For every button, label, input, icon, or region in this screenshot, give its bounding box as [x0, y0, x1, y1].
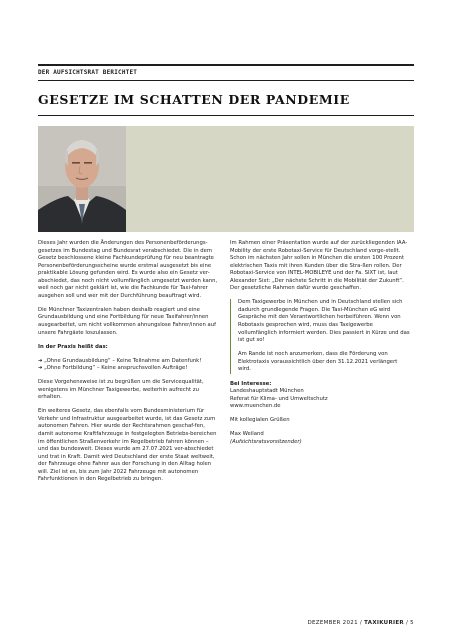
highlight-paragraph-1: Dem Taxigewerbe in München und in Deutschland stellen sich dadurch grundlegende Fragen. Die Taxi-München eG wird Gespräche mit den Verantwortlichen herbeiführen. Wenn von Robotaxis gesprochen wird, muss das Taxigewerbe vollumfänglich informiert werden. Dies passiert in Kürze und das ist gut so! [238, 299, 410, 344]
left-paragraph-5: Ein weiteres Gesetz, das ebenfalls vom Bundesministerium für Verkehr und Infrastruktur ausgearbeitet wurde, ist das Gesetz zum autonomen Fahren. Hier wurde der Rechtsrahmen geschaf-fen, damit autonome Kraftfahrzeuge in festgelegten Betriebs-bereichen im öffentlichen Straßenverkehr im Regelbetrieb fahren können – und das bundesweit. Dieses wurde am 27.07.2021 ver-abschiedet und trat in Kraft. Damit wird Deutschland der erste Staat weltweit, der Fahrzeuge ohne Fahrer aus der Forschung in den Alltag holen will. Ziel ist es, bis zum Jahr 2022 Fahrzeuge mit autonomen Fahrfunktionen in den Regelbetrieb zu bringen. [38, 408, 217, 483]
page-footer [307, 620, 414, 626]
greeting: Mit kollegialen Grüßen [230, 417, 290, 424]
left-paragraph-4: Diese Vorgehensweise ist zu begrüßen um die Servicequalität, wenigstens im Münchner Taxigewerbe, weiterhin aufrecht zu erhalten. [38, 379, 204, 401]
kicker-rule [38, 80, 414, 81]
interest-line-2: Referat für Klima- und Umweltschutz [230, 395, 328, 402]
headline-rule [38, 115, 414, 116]
interest-website: www.muenchen.de [230, 403, 281, 410]
bullet-basic-training-text: „Ohne Grundausbildung“ – Keine Teilnahme am Datenfunk! [44, 357, 202, 364]
footer-page-number: / 5 [405, 620, 414, 626]
left-paragraph-1: Dieses Jahr wurden die Änderungen des Personenbeförderungs-gesetzes im Bundestag und Bundesrat verabschiedet. Die in dem Gesetz beschlossene kleine Fachkundeprüfung für neu beantragte Personenbeförderungsscheine wurde erstmal ausgesetzt bis eine praktikable Lösung gefunden wird. Es wurde also ein Gesetz ver-abschiedet, das noch nicht vollumfänglich umgesetzt werden kann, weil noch gar nicht geklärt ist, wie die Fachkunde für Taxi-fahrer ausgehen soll und wer mit der Durchführung beauftragt wird. [38, 240, 218, 299]
right-paragraph-1: Im Rahmen einer Präsentation wurde auf der zurückliegenden IAA-Mobility der erste Robotaxi-Service für Deutschland vorge-stellt. Schon im nächsten Jahr sollen in München die ersten 100 Prozent elektrischen Taxis mit ihren Kunden über die Stra-ßen rollen. Der Robotaxi-Service von INTEL-MOBILEYE und der Fa. SIXT ist, laut Alexander Sixt: „Der nächste Schritt in die Mobilität der Zukunft“. Der gesetzliche Rahmen dafür wurde geschaffen. [230, 240, 408, 292]
bullet-further-training-text: „Ohne Fortbildung“ – Keine anspruchsvollen Aufträge! [44, 365, 188, 372]
signature-role: (Aufsichtsratsvorsitzender) [230, 439, 302, 446]
top-rule [38, 64, 414, 66]
highlight-paragraph-2: Am Rande ist noch anzumerken, dass die Förderung von Elektrotaxis voraussichtlich über den 31.12.2021 verlängert wird. [238, 351, 398, 373]
bullet-basic-training [38, 358, 218, 366]
practice-heading: In der Praxis heißt das: [38, 343, 108, 350]
right-column [230, 240, 410, 453]
bullet-further-training [38, 365, 218, 373]
interest-line-1: Landeshauptstadt München [230, 388, 304, 395]
footer-magazine: TAXIKURIER [364, 620, 404, 626]
interest-heading: Bei Interesse: [230, 380, 272, 387]
arrow-right-icon: ➜ [38, 365, 43, 372]
footer-issue: DEZEMBER 2021 / [307, 620, 363, 626]
highlight-block [230, 299, 410, 373]
left-paragraph-2: Die Münchner Taxizentralen haben deshalb reagiert und eine Grundausbildung und eine Fortbildung für neue Taxifahrer/innen ausgearbeitet, um nicht vollkommen ahnungslose Fahrer/innen auf unsere Fahrgäste loszulassen. [38, 306, 217, 336]
section-kicker: DER AUFSICHTSRAT BERICHTET [38, 69, 138, 76]
portrait-photo [38, 126, 126, 232]
left-column [38, 240, 218, 490]
signature-name: Max Weiland [230, 431, 264, 438]
arrow-right-icon: ➜ [38, 357, 43, 364]
headline: GESETZE IM SCHATTEN DER PANDEMIE [38, 92, 350, 107]
